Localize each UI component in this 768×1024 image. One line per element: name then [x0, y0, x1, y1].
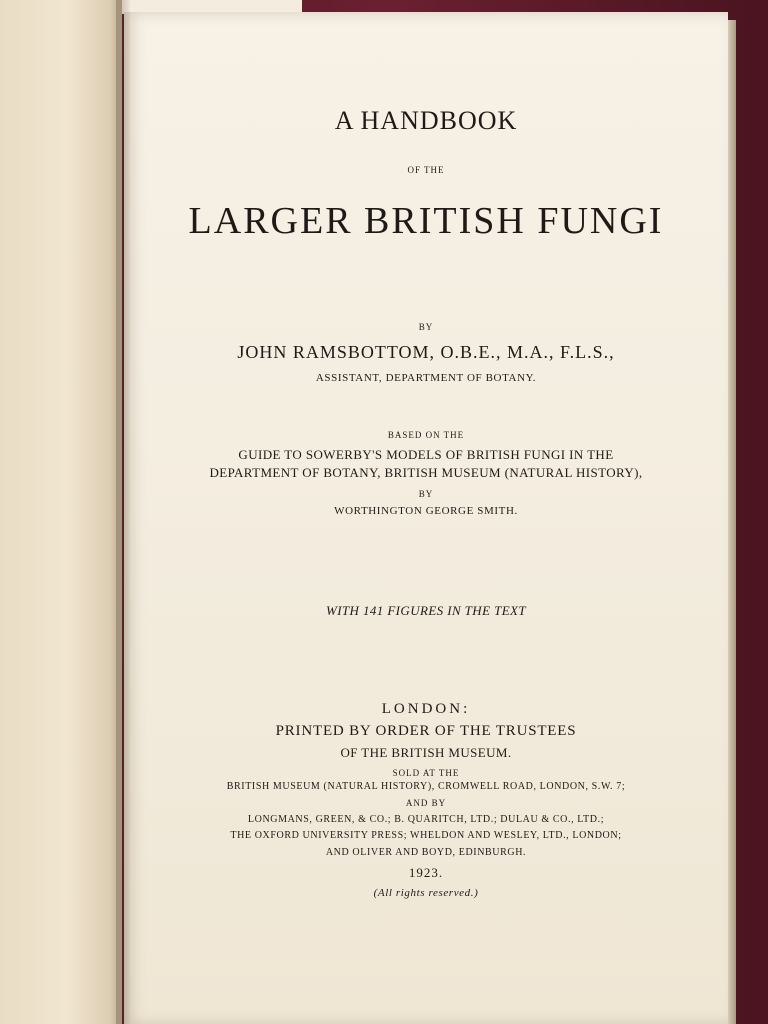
- page-edge: [728, 20, 736, 1024]
- title-page: [124, 12, 728, 1024]
- guide-line-1: GUIDE TO SOWERBY'S MODELS OF BRITISH FUNGI IN THE: [238, 447, 614, 462]
- by-text: BY: [418, 322, 434, 332]
- sold-at-text: SOLD AT THE: [392, 768, 460, 778]
- guide-line-2: DEPARTMENT OF BOTANY, BRITISH MUSEUM (NATURAL HISTORY),: [209, 465, 643, 480]
- book-gutter: [116, 0, 130, 1024]
- museum-name: OF THE BRITISH MUSEUM.: [340, 745, 512, 760]
- based-on-text: BASED ON THE: [387, 430, 465, 440]
- city: LONDON:: [381, 701, 471, 717]
- author-position: ASSISTANT, DEPARTMENT OF BOTANY.: [315, 372, 537, 384]
- figures-note: WITH 141 FIGURES IN THE TEXT: [325, 603, 527, 618]
- left-page: [0, 0, 122, 1024]
- sellers-line-1: BRITISH MUSEUM (NATURAL HISTORY), CROMWELL ROAD, LONDON, S.W. 7;: [226, 781, 626, 792]
- rights-notice: (All rights reserved.): [373, 887, 479, 899]
- and-by-text: AND BY: [405, 798, 447, 808]
- printed-by: PRINTED BY ORDER OF THE TRUSTEES: [275, 723, 577, 739]
- original-author: WORTHINGTON GEORGE SMITH.: [334, 505, 518, 517]
- title-line-1: A HANDBOOK: [334, 106, 518, 135]
- author-name: JOHN RAMSBOTTOM, O.B.E., M.A., F.L.S.,: [237, 342, 615, 362]
- sellers-line-2: LONGMANS, GREEN, & CO.; B. QUARITCH, LTD.; DULAU & CO., LTD.;: [247, 814, 605, 825]
- by-text-2: BY: [418, 489, 434, 499]
- publication-year: 1923.: [408, 865, 444, 880]
- sellers-line-3: THE OXFORD UNIVERSITY PRESS; WHELDON AND WESLEY, LTD., LONDON;: [230, 830, 622, 841]
- sellers-line-4: AND OLIVER AND BOYD, EDINBURGH.: [325, 847, 527, 858]
- title-line-2: LARGER BRITISH FUNGI: [188, 200, 664, 242]
- of-the-text: OF THE: [407, 165, 445, 175]
